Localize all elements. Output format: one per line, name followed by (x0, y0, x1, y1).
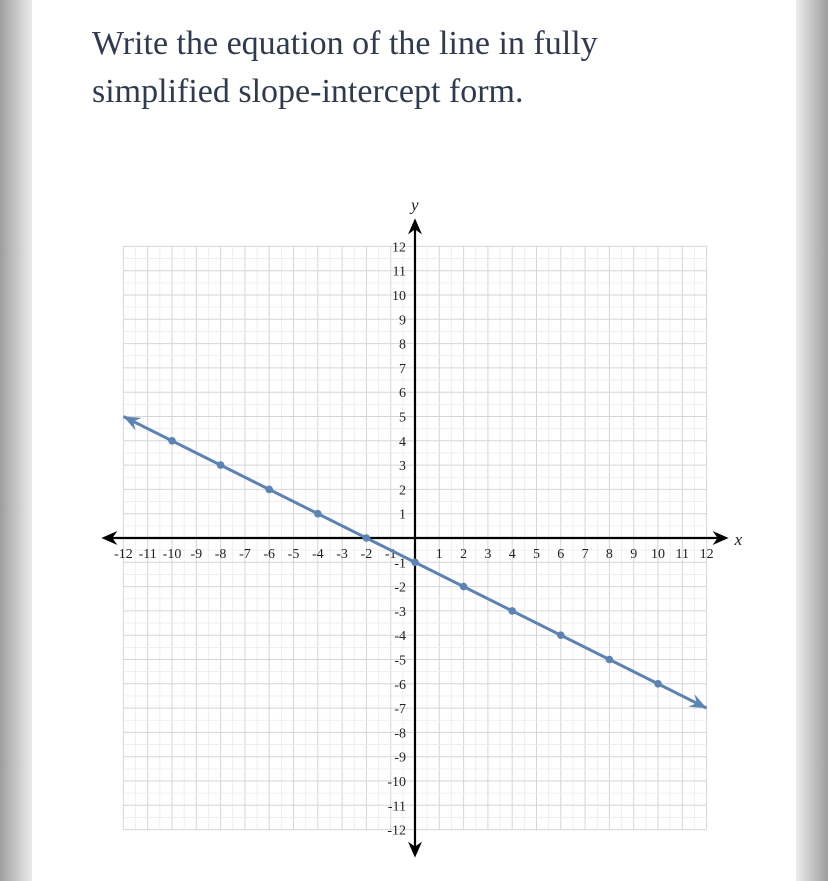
y-tick-label: 3 (399, 459, 406, 475)
y-tick-label: 5 (399, 410, 406, 426)
y-tick-label: -7 (394, 702, 406, 718)
x-tick-label: 5 (533, 547, 540, 562)
y-tick-label: 7 (399, 361, 406, 377)
y-tick-label: 4 (399, 434, 406, 450)
x-tick-label: -10 (162, 547, 182, 562)
data-point (411, 559, 419, 567)
y-tick-label: -5 (394, 653, 406, 669)
x-tick-label: 10 (651, 547, 665, 562)
y-tick-label: -3 (394, 604, 406, 620)
y-tick-label: 9 (399, 313, 406, 329)
data-point (314, 510, 322, 518)
x-axis-label: x (734, 530, 743, 549)
x-tick-label: -7 (239, 547, 251, 562)
y-tick-label: -11 (387, 799, 406, 815)
y-tick-label: 8 (399, 337, 406, 353)
x-tick-label: 7 (581, 547, 589, 562)
data-point (606, 656, 614, 664)
y-tick-label: 6 (399, 386, 406, 402)
x-tick-label: 4 (508, 547, 516, 562)
data-point (217, 461, 225, 469)
y-tick-label: 2 (399, 483, 406, 499)
y-tick-label: 10 (392, 289, 406, 304)
x-tick-label: 11 (675, 547, 690, 562)
y-tick-label: -4 (394, 629, 406, 645)
data-point (508, 607, 516, 615)
x-tick-label: 1 (435, 547, 443, 562)
y-tick-label: -2 (394, 580, 406, 596)
data-point (168, 437, 176, 445)
question-prompt: Write the equation of the line in fully simplified slope-intercept form. (92, 25, 598, 110)
data-point (265, 486, 273, 494)
data-point (460, 583, 468, 591)
y-tick-label: -1 (394, 556, 406, 572)
x-tick-label: 8 (605, 547, 613, 562)
x-tick-label: -6 (263, 547, 276, 562)
y-tick-label: 12 (392, 240, 406, 256)
x-tick-label: -3 (336, 547, 348, 562)
tick-labels (114, 240, 714, 838)
x-tick-label: -2 (360, 547, 373, 562)
data-point (363, 534, 371, 542)
x-tick-label: 9 (630, 547, 638, 562)
y-tick-label: -10 (387, 775, 406, 790)
x-tick-label: -4 (311, 547, 324, 562)
x-tick-label: 3 (484, 547, 492, 562)
x-tick-label: -12 (114, 547, 133, 562)
x-tick-label: 2 (460, 547, 468, 562)
y-tick-label: -9 (394, 750, 406, 766)
y-axis-label: y (411, 195, 419, 215)
data-point (557, 631, 565, 639)
y-tick-label: 11 (392, 264, 406, 280)
axes (101, 218, 728, 857)
y-tick-label: -8 (394, 726, 406, 742)
data-point (654, 680, 662, 688)
x-tick-label: -8 (214, 547, 227, 562)
x-tick-label: -9 (190, 547, 203, 562)
x-tick-label: -11 (138, 547, 157, 562)
y-tick-label: -12 (387, 823, 406, 839)
x-tick-label: 12 (699, 547, 714, 562)
y-tick-label: -6 (394, 677, 406, 693)
x-tick-label: -1 (384, 547, 397, 562)
y-tick-label: 1 (399, 507, 406, 523)
x-tick-label: -5 (287, 547, 300, 562)
x-tick-label: 6 (557, 547, 565, 562)
